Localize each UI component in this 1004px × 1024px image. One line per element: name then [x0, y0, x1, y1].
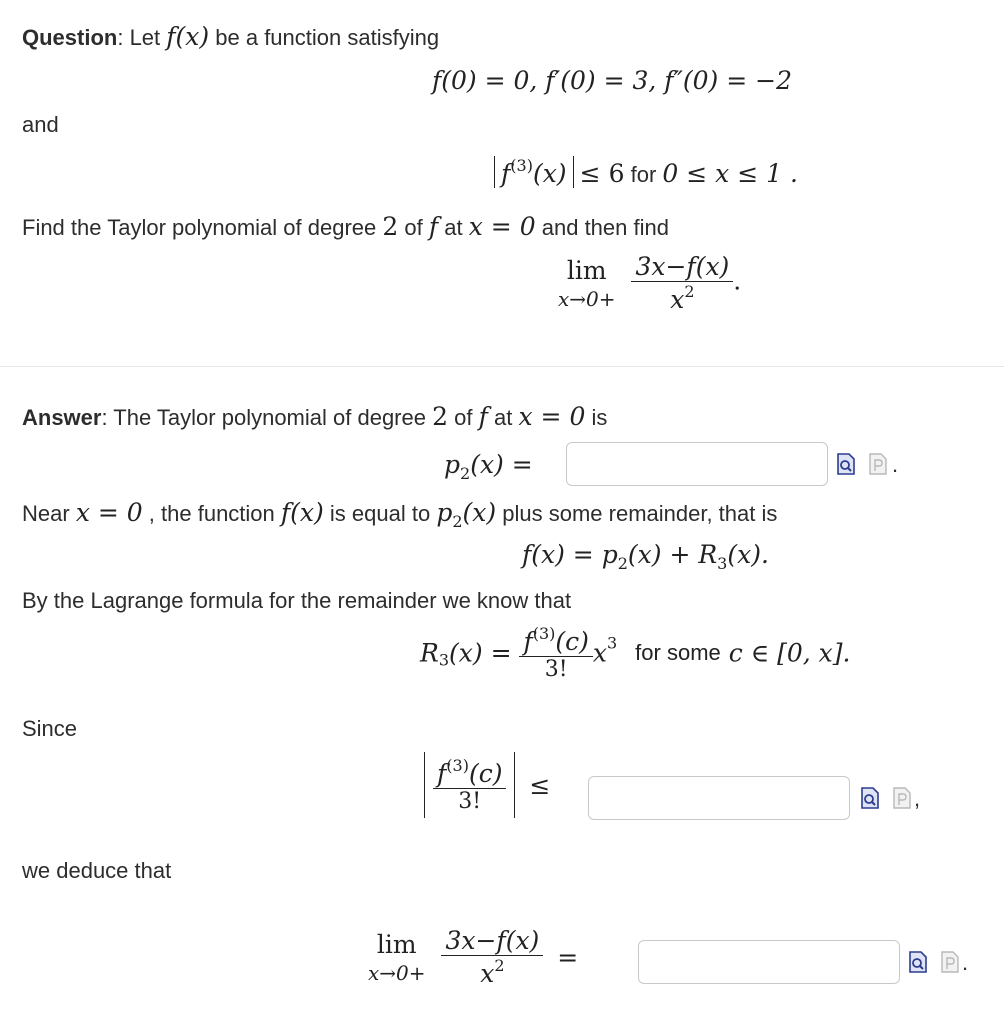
find-line: Find the Taylor polynomial of degree 2 of f at x = 0 and then find: [22, 212, 669, 241]
r3-fraction: $\frac{f^{(3)}(c)}{3!}$: [519, 624, 592, 682]
answer-label: Answer: [22, 405, 102, 430]
palette-icon[interactable]: [940, 950, 960, 974]
preview-icon[interactable]: [860, 786, 880, 810]
bound-trailing-punct: ,: [914, 786, 921, 811]
final-fraction: $\frac{3x-f(x)}{x^2}$: [441, 926, 543, 988]
question-fx: f(x): [166, 22, 210, 51]
question-intro-tail: be a function satisfying: [215, 25, 440, 50]
section-divider: [0, 366, 1004, 367]
question-limit: lim x→0+ $\frac{3x-f(x)}{x^2}$ .: [558, 252, 742, 314]
deduce-label: we deduce that: [22, 858, 172, 883]
limit-input[interactable]: [638, 940, 900, 984]
since-fraction: $\frac{f^{(3)}(c)}{3!}$: [433, 756, 506, 814]
palette-icon[interactable]: [868, 452, 888, 476]
palette-icon[interactable]: [892, 786, 912, 810]
since-label: Since: [22, 716, 78, 741]
limit-operator: lim x→0+: [558, 255, 616, 311]
answer-line: Answer: The Taylor polynomial of degree 2 of f at x = 0 is: [22, 402, 608, 431]
p2-trailing-punct: .: [892, 452, 899, 477]
taylor-equation: $f(x) = p_2(x) + R_3(x)$.: [522, 540, 769, 573]
preview-icon[interactable]: [836, 452, 856, 476]
since-inequality: $\frac{f^{(3)}(c)}{3!}$ ≤: [424, 752, 550, 818]
bound-range: 0 ≤ x ≤ 1 .: [662, 159, 798, 188]
abs-f3: $f^{(3)}(x)$: [494, 156, 574, 188]
derivative-bound: [494, 156, 798, 188]
and-label: and: [22, 112, 59, 137]
lagrange-remainder: $R_3(x)$ = $\frac{f^{(3)}(c)}{3!}$ $x^3$ for some c ∈ [0, x].: [420, 624, 851, 682]
final-limit-operator: lim x→0+: [368, 929, 426, 985]
bound-for: for: [630, 162, 657, 187]
bound-input[interactable]: [588, 776, 850, 820]
question-label: Question: [22, 25, 118, 50]
lagrange-text: By the Lagrange formula for the remainder we know that: [22, 588, 572, 613]
initial-conditions: f(0) = 0, f′(0) = 3, f″(0) = −2: [432, 66, 792, 95]
limit-fraction: $\frac{3x-f(x)}{x^2}$: [631, 252, 733, 314]
bound-rel: ≤ 6: [579, 159, 625, 188]
near-line: Near x = 0 , the function f(x) is equal to $p_2(x)$ plus some remainder, that is: [22, 498, 778, 531]
p2-input[interactable]: [566, 442, 828, 486]
limit-trailing-punct: .: [962, 950, 969, 975]
p2-label: $p_2(x)$ =: [444, 450, 533, 483]
question-intro: : Let: [117, 25, 161, 50]
final-limit: lim x→0+ $\frac{3x-f(x)}{x^2}$ =: [368, 926, 579, 988]
preview-icon[interactable]: [908, 950, 928, 974]
question-line: [22, 22, 439, 51]
